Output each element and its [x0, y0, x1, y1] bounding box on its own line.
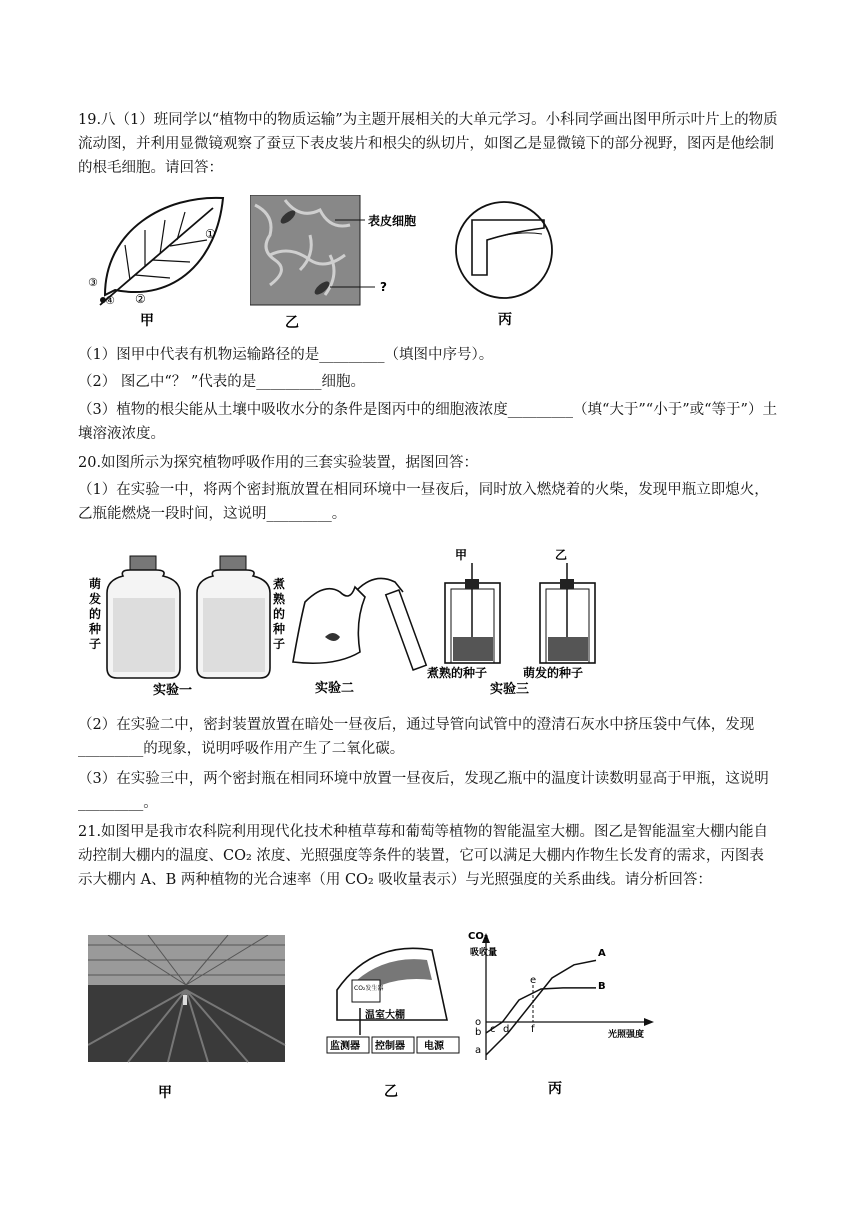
series-label-A: A [598, 948, 606, 959]
exp1-caption: 实验一 [153, 683, 193, 698]
label-epidermis: 表皮细胞 [368, 214, 417, 228]
label-sprout-vertical: 萌发的种子 [89, 577, 102, 651]
leaf-figure [85, 190, 235, 330]
label-monitor: 监测器 [330, 1041, 360, 1052]
pt-d: d [503, 1024, 510, 1035]
exp2-caption: 实验二 [315, 681, 355, 696]
label-cooked-vertical: 煮熟的种子 [273, 577, 285, 651]
pt-o: o [475, 1017, 482, 1028]
exp3-label-yi: 乙 [555, 548, 568, 562]
micrograph-figure [250, 195, 435, 335]
experiment-three-figure [425, 545, 615, 697]
q20-s1: （1）在实验一中，将两个密封瓶放置在相同环境中一昼夜后，同时放入燃烧着的火柴，发现甲瓶立即熄火，乙瓶能燃烧一段时间，这说明_________。 [78, 482, 769, 522]
experiment-two-figure [285, 562, 435, 698]
q19-s2: （2） 图乙中“？ ”代表的是_________细胞。 [78, 374, 366, 390]
photosynthesis-chart [468, 925, 658, 1105]
fig21-bing-caption: 丙 [548, 1081, 562, 1097]
pt-f: f [531, 1024, 535, 1035]
q20-s2: （2）在实验二中，密封装置放置在暗处一昼夜后，通过导管向试管中的澄清石灰水中挤压袋中气体，发现_________的现象，说明呼吸作用产生了二氧化碳。 [78, 717, 755, 757]
exp3-label-cooked: 煮熟的种子 [427, 666, 488, 680]
series-label-B: B [598, 981, 606, 992]
pt-a: a [475, 1045, 482, 1056]
label-greenhouse: 温室大棚 [365, 1010, 405, 1021]
curve-A [486, 960, 596, 1055]
q19-s1: （1）图甲中代表有机物运输路径的是_________（填图中序号）。 [78, 347, 494, 363]
y-title: CO₂ [468, 931, 489, 942]
label-power: 电源 [424, 1041, 444, 1052]
label-3: ③ [88, 276, 98, 289]
label-question: ? [380, 280, 387, 294]
fig-yi-caption: 乙 [285, 315, 299, 331]
q20-s3: （3）在实验三中，两个密封瓶在相同环境中放置一昼夜后，发现乙瓶中的温度计读数明显高于甲瓶，这说明_________。 [78, 771, 769, 811]
label-controller: 控制器 [375, 1041, 405, 1052]
x-title: 光照强度 [608, 1030, 645, 1040]
q19-s3: （3）植物的根尖能从土壤中吸收水分的条件是图丙中的细胞液浓度_________（填“大于”“小于”或“等于”）土壤溶液浓度。 [78, 402, 777, 442]
pt-b: b [475, 1027, 482, 1038]
pt-c: c [490, 1024, 496, 1035]
greenhouse-photo [88, 935, 288, 1105]
q19-intro: 19.八（1）班同学以“植物中的物质运输”为主题开展相关的大单元学习。小科同学画出图甲所示叶片上的物质流动图，并利用显微镜观察了蚕豆下表皮装片和根尖的纵切片，如图乙是显微镜下的部分视野，图丙是他绘制的根毛细胞。请回答： [78, 112, 778, 176]
label-1: ① [205, 227, 216, 241]
exp3-label-sprout: 萌发的种子 [523, 666, 584, 680]
experiment-one-figure [85, 548, 285, 698]
fig21-jia-caption: 甲 [158, 1085, 172, 1101]
q21-intro: 21.如图甲是我市农科院利用现代化技术种植草莓和葡萄等植物的智能温室大棚。图乙是智能温室大棚内能自动控制大棚内的温度、CO₂ 浓度、光照强度等条件的装置，它可以满足大棚内作物生长发育的需求，丙图表示大棚内 A、B 两种植物的光合速率（用 CO₂ 吸收量表示）与光照强度的关系曲线。请分析回答： [78, 824, 769, 888]
fig21-yi-caption: 乙 [384, 1084, 398, 1100]
label-4: ④ [105, 294, 115, 307]
exp3-caption: 实验三 [490, 682, 530, 697]
pt-e: e [530, 975, 537, 986]
label-2: ② [135, 292, 146, 306]
q20-intro: 20.如图所示为探究植物呼吸作用的三套实验装置，据图回答： [78, 455, 479, 471]
root-hair-figure [452, 200, 562, 330]
fig-jia-caption: 甲 [140, 313, 154, 329]
exp3-label-jia: 甲 [455, 548, 468, 562]
label-co2-gen: CO₂发生器 [354, 985, 384, 992]
fig-bing-caption: 丙 [498, 312, 512, 328]
control-device-figure [322, 940, 472, 1102]
y-subtitle: 吸收量 [470, 948, 498, 958]
